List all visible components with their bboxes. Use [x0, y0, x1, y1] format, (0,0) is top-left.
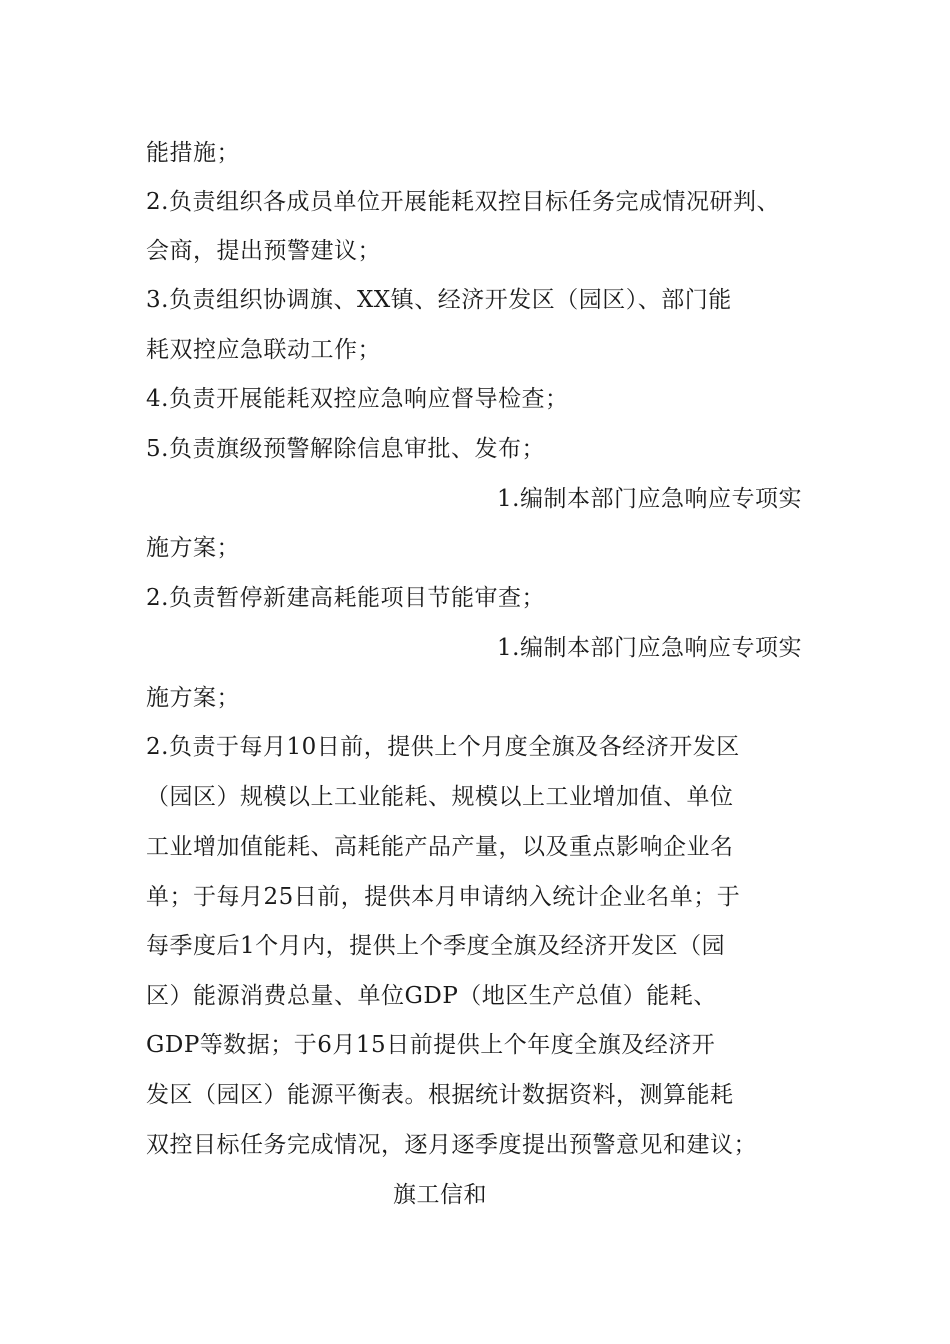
text-line: 2.负责于每月10日前，提供上个月度全旗及各经济开发区: [146, 734, 740, 760]
text-line: 旗工信和: [393, 1182, 487, 1208]
text-line: 施方案；: [146, 535, 240, 561]
text-line: 施方案；: [146, 685, 240, 711]
text-line: 发区（园区）能源平衡表。根据统计数据资料，测算能耗: [146, 1082, 734, 1108]
text-line: 4.负责开展能耗双控应急响应督导检查；: [146, 386, 569, 412]
text-line: 2.负责暂停新建高耗能项目节能审查；: [146, 585, 545, 611]
text-line: 5.负责旗级预警解除信息审批、发布；: [146, 436, 545, 462]
text-line: 3.负责组织协调旗、XX镇、经济开发区（园区）、部门能: [146, 287, 732, 313]
text-line: 1.编制本部门应急响应专项实: [497, 486, 802, 512]
text-line: 耗双控应急联动工作；: [146, 337, 381, 363]
text-line: GDP等数据；于6月15日前提供上个年度全旗及经济开: [146, 1032, 716, 1058]
text-line: 工业增加值能耗、高耗能产品产量，以及重点影响企业名: [146, 834, 734, 860]
text-line: 1.编制本部门应急响应专项实: [497, 635, 802, 661]
text-line: 单；于每月25日前，提供本月申请纳入统计企业名单；于: [146, 884, 741, 910]
text-line: 每季度后1个月内，提供上个季度全旗及经济开发区（园: [146, 933, 726, 959]
text-line: （园区）规模以上工业能耗、规模以上工业增加值、单位: [146, 784, 734, 810]
text-line: 能措施；: [146, 140, 240, 166]
text-line: 会商，提出预警建议；: [146, 238, 381, 264]
text-line: 区）能源消费总量、单位GDP（地区生产总值）能耗、: [146, 983, 717, 1009]
text-line: 2.负责组织各成员单位开展能耗双控目标任务完成情况研判、: [146, 189, 780, 215]
text-line: 双控目标任务完成情况，逐月逐季度提出预警意见和建议；: [146, 1132, 757, 1158]
